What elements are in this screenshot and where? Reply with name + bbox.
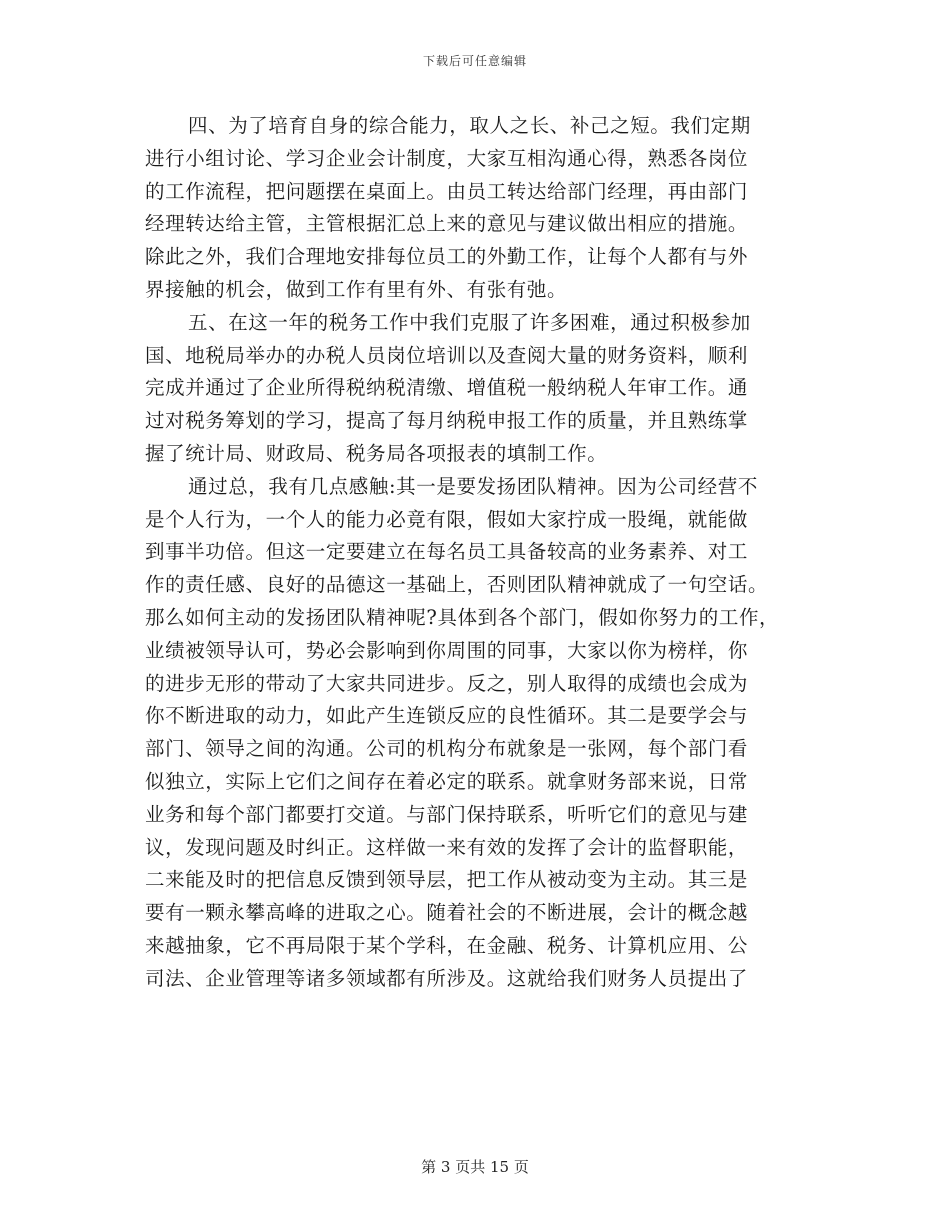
- paragraph-4-line-3: 的工作流程，把问题摆在桌面上。由员工转达给部门经理，再由部门: [145, 179, 749, 203]
- paragraph-5-line-2: 国、地税局举办的办税人员岗位培训以及查阅大量的财务资料，顺利: [145, 343, 749, 367]
- paragraph-summary-line-3: 到事半功倍。但这一定要建立在每名员工具备较高的业务素养、对工: [145, 540, 749, 564]
- paragraph-summary-line-13: 二来能及时的把信息反馈到领导层，把工作从被动变为主动。其三是: [145, 868, 749, 892]
- paragraph-summary-line-16: 司法、企业管理等诸多领域都有所涉及。这就给我们财务人员提出了: [145, 966, 749, 990]
- paragraph-summary-line-8: 你不断进取的动力，如此产生连锁反应的良性循环。其二是要学会与: [145, 704, 749, 728]
- paragraph-4-line-4: 经理转达给主管，主管根据汇总上来的意见与建议做出相应的措施。: [145, 212, 749, 236]
- paragraph-5-line-3: 完成并通过了企业所得税纳税清缴、增值税一般纳税人年审工作。通: [145, 376, 749, 400]
- page-number: 第 3 页共 15 页: [421, 1158, 529, 1176]
- paragraph-4-line-2: 进行小组讨论、学习企业会计制度，大家互相沟通心得，熟悉各岗位: [145, 146, 749, 170]
- paragraph-summary-line-15: 来越抽象，它不再局限于某个学科，在金融、税务、计算机应用、公: [145, 933, 749, 957]
- paragraph-summary-line-1: 通过总，我有几点感触:其一是要发扬团队精神。因为公司经营不: [188, 474, 758, 498]
- paragraph-summary-line-14: 要有一颗永攀高峰的进取之心。随着社会的不断进展，会计的概念越: [145, 901, 749, 925]
- paragraph-summary-line-4: 作的责任感、良好的品德这一基础上，否则团队精神就成了一句空话。: [145, 573, 769, 597]
- paragraph-4-line-1: 四、为了培育自身的综合能力，取人之长、补己之短。我们定期: [188, 114, 751, 137]
- paragraph-summary-line-12: 议，发现问题及时纠正。这样做一来有效的发挥了会计的监督职能，: [145, 835, 749, 859]
- paragraph-5-line-1: 五、在这一年的税务工作中我们克服了许多困难，通过积极参加: [188, 310, 751, 334]
- paragraph-summary-line-10: 似独立，实际上它们之间存在着必定的联系。就拿财务部来说，日常: [145, 769, 749, 793]
- paragraph-4-line-5: 除此之外，我们合理地安排每位员工的外勤工作，让每个人都有与外: [145, 245, 749, 269]
- paragraph-summary-line-9: 部门、领导之间的沟通。公司的机构分布就象是一张网，每个部门看: [145, 737, 749, 761]
- paragraph-summary-line-2: 是个人行为，一个人的能力必竟有限，假如大家拧成一股绳，就能做: [145, 507, 749, 531]
- paragraph-5-line-4: 过对税务筹划的学习，提高了每月纳税申报工作的质量，并且熟练掌: [145, 409, 749, 433]
- paragraph-summary-line-6: 业绩被领导认可，势必会影响到你周围的同事，大家以你为榜样，你: [145, 638, 749, 662]
- paragraph-summary-line-7: 的进步无形的带动了大家共同进步。反之，别人取得的成绩也会成为: [145, 671, 749, 695]
- page-header-note: 下载后可任意编辑: [422, 54, 527, 68]
- paragraph-summary-line-5: 那么如何主动的发扬团队精神呢?具体到各个部门，假如你努力的工作，: [145, 605, 780, 629]
- paragraph-5-line-5: 握了统计局、财政局、税务局各项报表的填制工作。: [145, 441, 608, 465]
- document-body: [145, 110, 805, 996]
- paragraph-4-line-6: 界接触的机会，做到工作有里有外、有张有弛。: [145, 277, 568, 301]
- paragraph-summary-line-11: 业务和每个部门都要打交道。与部门保持联系，听听它们的意见与建: [145, 802, 749, 826]
